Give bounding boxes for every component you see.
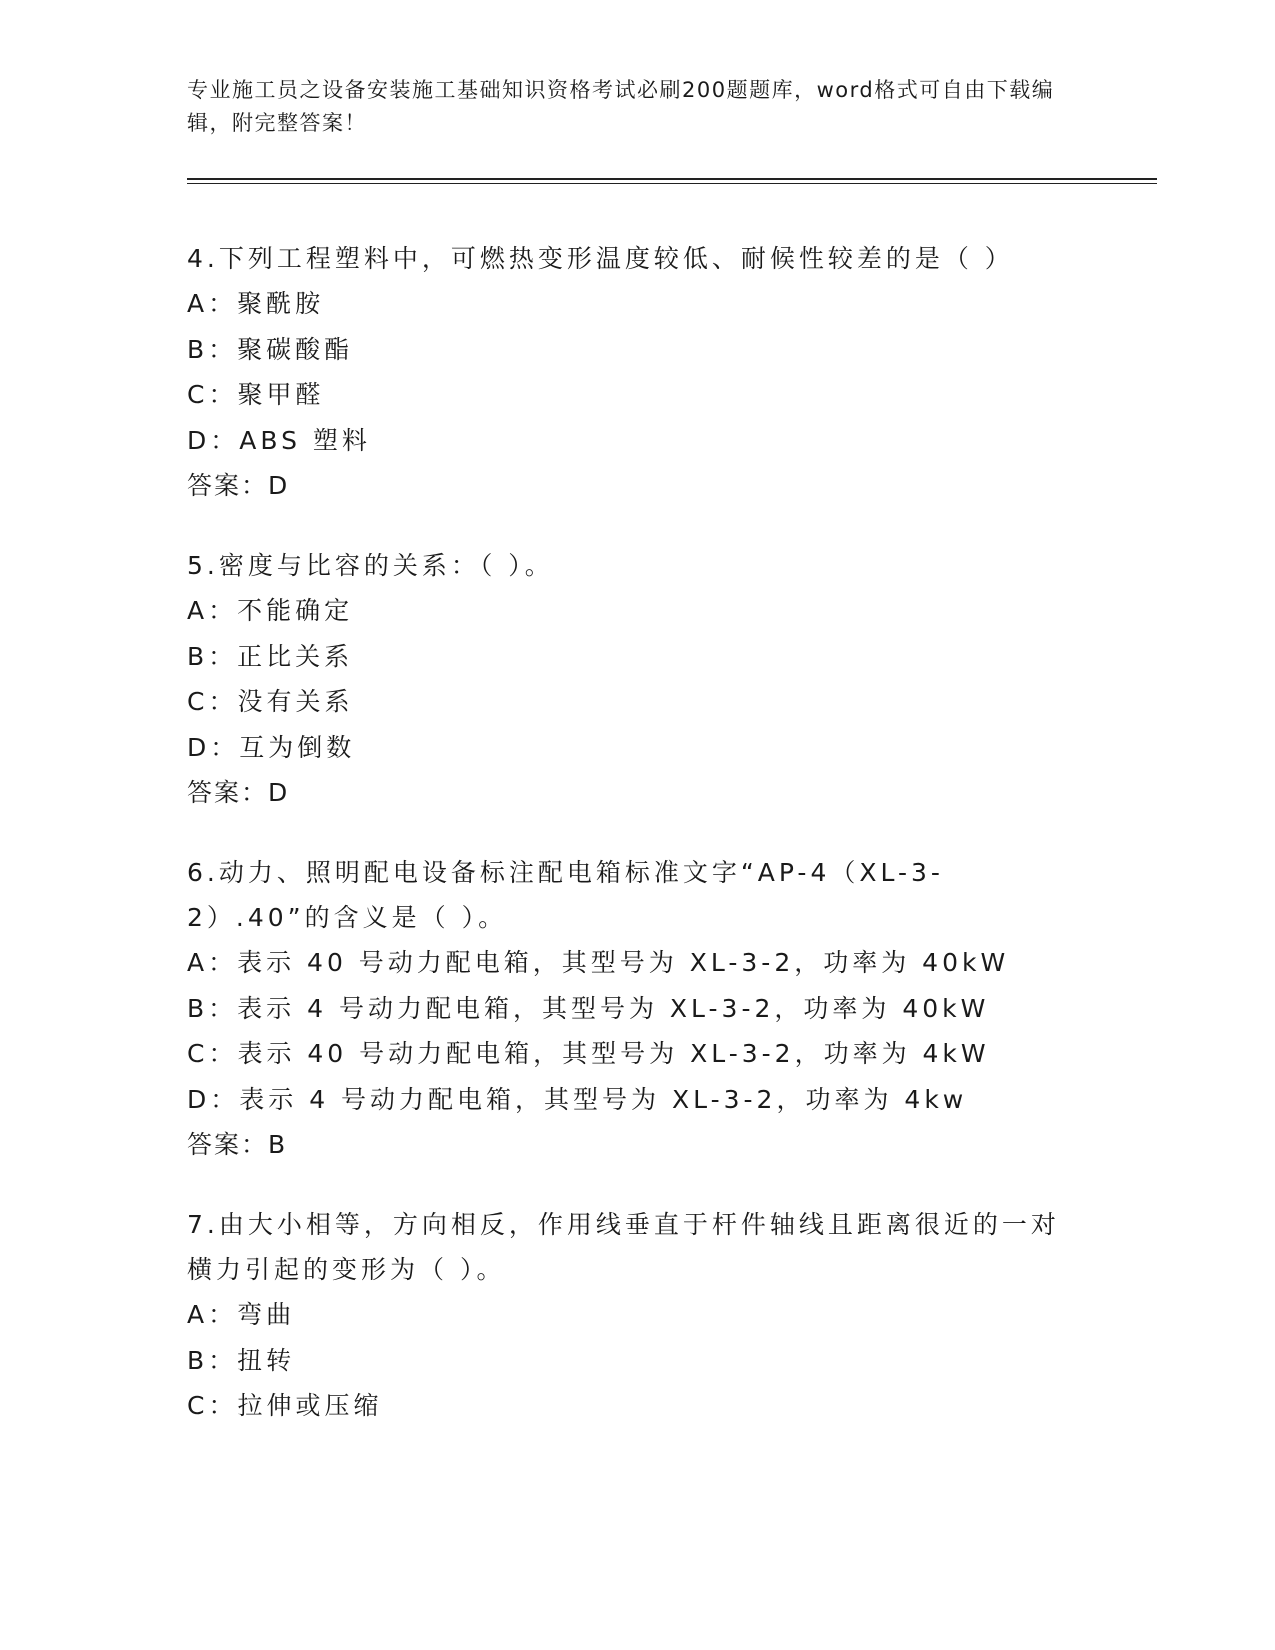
header-divider-thick: [187, 178, 1157, 180]
question-list: [187, 236, 1087, 1464]
question-text: 6.动力、照明配电设备标注配电箱标准文字“AP-4（XL-3-2）.40”的含义是（ ）。: [187, 858, 944, 932]
question-text: 5.密度与比容的关系：（ ）。: [187, 551, 554, 580]
option-b: B：表示 4 号动力配电箱，其型号为 XL-3-2，功率为 40kW: [187, 993, 990, 1023]
option-a: A：不能确定: [187, 596, 354, 625]
option-c: C：聚甲醛: [187, 380, 325, 409]
option-a: A：表示 40 号动力配电箱，其型号为 XL-3-2，功率为 40kW: [187, 948, 1010, 977]
option-c: C：没有关系: [187, 687, 354, 716]
option-d: D：表示 4 号动力配电箱，其型号为 XL-3-2，功率为 4kw: [187, 1084, 968, 1114]
option-b: B：聚碳酸酯: [187, 334, 354, 364]
option-d: D：ABS 塑料: [187, 425, 371, 455]
answer-text: 答案：B: [187, 1130, 288, 1159]
option-d: D：互为倒数: [187, 732, 356, 762]
question-4: [187, 236, 1087, 508]
option-b: B：正比关系: [187, 641, 354, 671]
option-a: A：弯曲: [187, 1300, 296, 1329]
option-c: C：拉伸或压缩: [187, 1391, 383, 1420]
option-c: C：表示 40 号动力配电箱，其型号为 XL-3-2，功率为 4kW: [187, 1039, 990, 1068]
question-text: 7.由大小相等，方向相反，作用线垂直于杆件轴线且距离很近的一对横力引起的变形为（ ）。: [187, 1210, 1060, 1284]
document-header: [187, 74, 1067, 140]
option-a: A：聚酰胺: [187, 289, 325, 318]
answer-text: 答案：D: [187, 471, 290, 500]
question-6: [187, 850, 1087, 1167]
question-7: [187, 1202, 1087, 1429]
answer-text: 答案：D: [187, 778, 290, 807]
option-b: B：扭转: [187, 1345, 296, 1375]
question-text: 4.下列工程塑料中，可燃热变形温度较低、耐候性较差的是（ ）: [187, 244, 1014, 273]
header-divider-thin: [187, 183, 1157, 184]
question-5: [187, 543, 1087, 815]
document-title: 专业施工员之设备安装施工基础知识资格考试必刷200题题库，word格式可自由下载编辑，附完整答案！: [187, 78, 1055, 135]
